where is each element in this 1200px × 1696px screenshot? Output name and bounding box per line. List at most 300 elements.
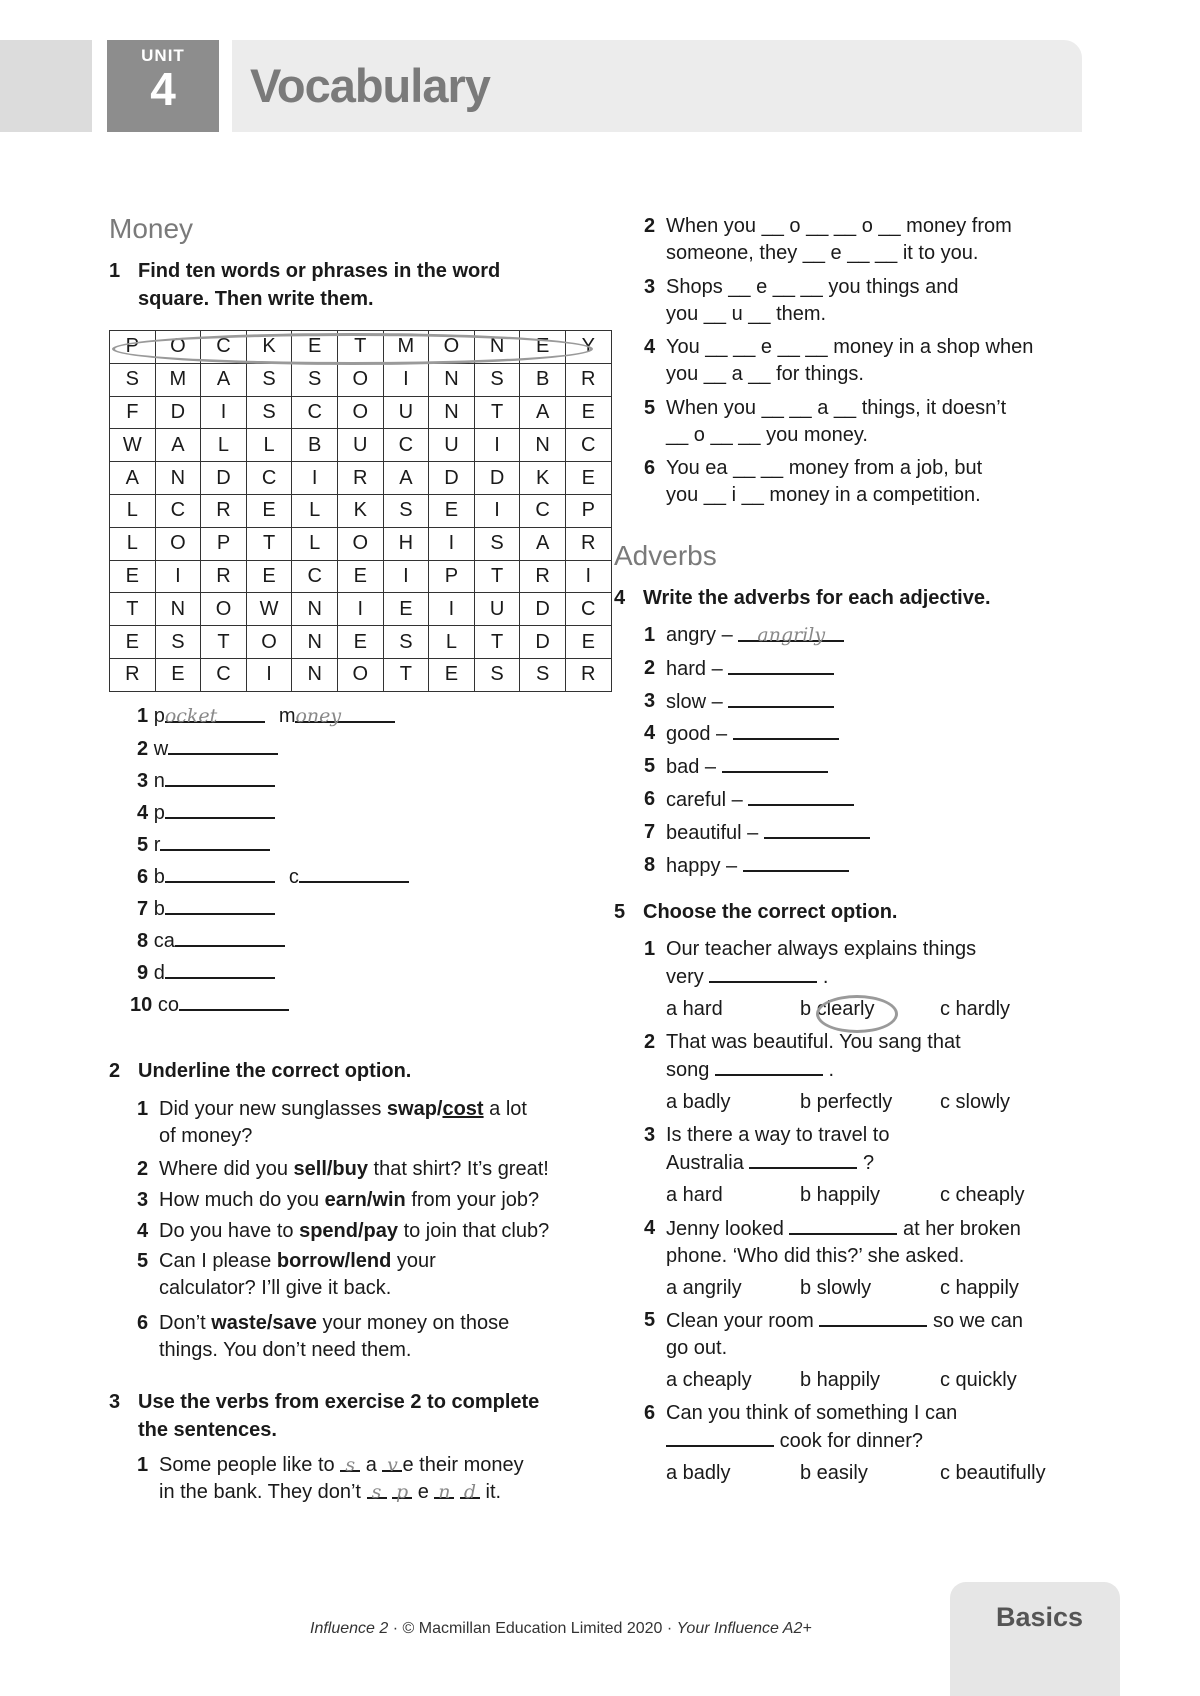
grid-cell: I — [565, 560, 611, 593]
grid-cell: D — [520, 626, 566, 659]
question-text: Our teacher always explains things — [666, 938, 977, 960]
answer-prefix: m — [278, 705, 296, 727]
footer-level: Your Influence A2+ — [676, 1620, 812, 1637]
grid-cell: L — [292, 494, 338, 527]
sentence-text: someone, they __ e __ __ it to you. — [666, 242, 979, 264]
item-number: 1 — [137, 1454, 149, 1476]
grid-cell: E — [337, 560, 383, 593]
item-number: 4 — [137, 802, 149, 824]
sentence-text: Did your new sunglasses — [159, 1098, 387, 1120]
circled-answer-clearly — [816, 995, 898, 1033]
answer-blank[interactable] — [179, 991, 289, 1011]
exercise-instruction — [138, 257, 500, 313]
grid-cell: E — [292, 331, 338, 364]
grid-cell: E — [565, 626, 611, 659]
grid-cell: C — [155, 494, 201, 527]
grid-cell: C — [292, 560, 338, 593]
grid-cell: I — [201, 396, 247, 429]
basics-tab-label: Basics — [996, 1602, 1084, 1632]
grid-cell: L — [201, 429, 247, 462]
answer-blank[interactable] — [715, 1056, 823, 1076]
grid-cell: I — [429, 527, 475, 560]
question-text: Can you think of something I can — [666, 1402, 958, 1424]
question-text: Clean your room — [666, 1310, 814, 1332]
adjective: slow – — [666, 690, 723, 713]
given-letter: e — [417, 1481, 429, 1503]
grid-cell: I — [429, 593, 475, 626]
answer-blank[interactable] — [748, 786, 854, 806]
grid-cell: S — [383, 494, 429, 527]
handwritten-letter: s — [340, 1452, 360, 1472]
adjective: careful – — [666, 789, 743, 811]
sentence-text: Some people like to — [159, 1454, 335, 1476]
grid-cell: T — [474, 626, 520, 659]
option-c[interactable]: c slowly — [940, 1091, 1011, 1113]
grid-cell: R — [337, 462, 383, 495]
grid-cell: E — [110, 560, 156, 593]
sentence-text: How much do you — [159, 1189, 325, 1211]
grid-row — [110, 363, 612, 396]
answer-blank[interactable] — [165, 959, 275, 979]
grid-cell: D — [474, 462, 520, 495]
answer-prefix: r — [153, 834, 161, 856]
question-text: Is there a way to travel to — [666, 1124, 890, 1146]
grid-cell: R — [110, 658, 156, 691]
grid-cell: P — [565, 494, 611, 527]
option-c[interactable]: c happily — [940, 1277, 1019, 1299]
grid-cell: C — [292, 396, 338, 429]
adjective: bad – — [666, 756, 717, 779]
answer-line — [137, 863, 409, 891]
answer-blank[interactable] — [165, 863, 275, 883]
option-a[interactable]: a badly — [666, 1091, 731, 1113]
grid-cell: A — [155, 429, 201, 462]
grid-cell: O — [337, 363, 383, 396]
sentence-text: a lot — [483, 1098, 527, 1120]
answer-blank[interactable] — [666, 1427, 774, 1447]
grid-cell: B — [520, 363, 566, 396]
question-text: phone. ‘Who did this?’ she asked. — [666, 1245, 965, 1267]
answer-blank[interactable] — [165, 799, 275, 819]
sentence-text: When you __ __ a __ things, it doesn’t — [666, 397, 1007, 419]
grid-cell: I — [155, 560, 201, 593]
question-text: so we can — [932, 1310, 1024, 1332]
answer-line — [137, 767, 275, 795]
item-number: 8 — [137, 930, 149, 952]
question-text: very — [666, 966, 704, 988]
grid-cell: S — [246, 363, 292, 396]
grid-cell: O — [155, 527, 201, 560]
page-title: Vocabulary — [250, 59, 490, 112]
answer-prefix: c — [288, 866, 299, 888]
grid-cell: C — [246, 462, 292, 495]
item-number: 8 — [644, 853, 656, 876]
grid-cell: E — [565, 462, 611, 495]
answer-blank[interactable]: angrily — [738, 622, 844, 642]
grid-cell: I — [246, 658, 292, 691]
footer-copyright: · © Macmillan Education Limited 2020 · — [388, 1620, 677, 1637]
item-number: 1 — [644, 624, 656, 646]
answer-line — [137, 895, 275, 923]
item-number: 5 — [644, 755, 656, 778]
question-text: cook for dinner? — [779, 1430, 923, 1452]
grid-cell: E — [155, 658, 201, 691]
grid-cell: N — [292, 658, 338, 691]
grid-cell: U — [383, 396, 429, 429]
handwritten-letter: p — [392, 1479, 412, 1499]
grid-cell: O — [246, 626, 292, 659]
grid-cell: D — [429, 462, 475, 495]
grid-cell: C — [565, 429, 611, 462]
grid-cell: K — [246, 331, 292, 364]
item-number: 3 — [644, 1124, 656, 1146]
grid-cell: O — [337, 658, 383, 691]
exercise-instruction: Choose the correct option. — [643, 901, 898, 923]
grid-cell: R — [565, 527, 611, 560]
grid-cell: I — [474, 429, 520, 462]
answer-prefix: b — [153, 898, 165, 920]
grid-row — [110, 429, 612, 462]
grid-cell: S — [383, 626, 429, 659]
option-b[interactable]: b slowly — [800, 1277, 872, 1299]
item-number: 6 — [137, 866, 149, 888]
item-number: 6 — [137, 1312, 149, 1334]
grid-cell: I — [383, 363, 429, 396]
grid-cell: R — [565, 363, 611, 396]
unit-badge — [107, 40, 219, 132]
answer-line — [137, 927, 285, 955]
option-pair[interactable]: borrow/lend — [276, 1250, 392, 1272]
answer-line — [137, 799, 275, 827]
item-number: 1 — [137, 1098, 149, 1120]
grid-cell: E — [429, 658, 475, 691]
answer-blank[interactable] — [165, 767, 275, 787]
handwritten-letter: v — [382, 1452, 402, 1472]
sentence-text: Can I please — [159, 1250, 277, 1272]
grid-cell: Y — [565, 331, 611, 364]
grid-cell: C — [565, 593, 611, 626]
option-b[interactable]: b easily — [800, 1462, 868, 1484]
grid-cell: R — [565, 658, 611, 691]
option-c[interactable]: c hardly — [940, 998, 1011, 1020]
grid-cell: R — [520, 560, 566, 593]
sentence-text: You ea __ __ money from a job, but — [666, 457, 983, 479]
item-number: 5 — [644, 1309, 656, 1331]
grid-cell: S — [474, 527, 520, 560]
sentence-text: e their money — [402, 1454, 524, 1476]
option-a[interactable]: a hard — [666, 1184, 723, 1206]
grid-cell: N — [520, 429, 566, 462]
sentence-text: from your job? — [405, 1189, 540, 1211]
question-text: Australia — [666, 1152, 744, 1174]
grid-cell: E — [110, 626, 156, 659]
grid-cell: S — [110, 363, 156, 396]
sentence-text: Do you have to — [159, 1220, 300, 1242]
grid-cell: L — [292, 527, 338, 560]
unit-number: 4 — [150, 63, 176, 115]
answer-blank[interactable] — [160, 831, 270, 851]
grid-cell: U — [474, 593, 520, 626]
adjective: beautiful – — [666, 821, 759, 844]
item-number: 2 — [644, 656, 656, 679]
grid-cell: S — [474, 363, 520, 396]
grid-cell: U — [429, 429, 475, 462]
section-title-adverbs: Adverbs — [614, 540, 717, 571]
answer-blank[interactable] — [728, 655, 834, 675]
given-letter: a — [365, 1454, 377, 1476]
item-number: 2 — [137, 1158, 149, 1180]
exercise-instruction — [138, 1388, 539, 1444]
grid-cell: K — [520, 462, 566, 495]
grid-cell: S — [246, 396, 292, 429]
answer-blank[interactable] — [168, 735, 278, 755]
grid-cell: E — [246, 560, 292, 593]
handwritten-letter: n — [434, 1479, 454, 1499]
option-pair[interactable]: earn/win — [324, 1189, 406, 1211]
item-number: 2 — [644, 1031, 656, 1053]
grid-cell: O — [429, 331, 475, 364]
item-number: 10 — [130, 994, 153, 1016]
answer-blank[interactable] — [789, 1215, 897, 1235]
sentence-text: you __ a __ for things. — [666, 363, 864, 385]
exercise-number: 5 — [614, 901, 626, 923]
grid-cell: N — [292, 593, 338, 626]
grid-cell: N — [292, 626, 338, 659]
grid-cell: I — [292, 462, 338, 495]
instruction-line-2: the sentences. — [138, 1419, 277, 1441]
item-number: 5 — [137, 834, 149, 856]
question-text: go out. — [666, 1337, 728, 1359]
option-b[interactable]: b happily — [800, 1184, 881, 1206]
sentence-text: your — [391, 1250, 436, 1272]
question-text: at her broken — [903, 1218, 1021, 1240]
footer-credit — [310, 1620, 812, 1638]
sentence-text: things. You don’t need them. — [159, 1339, 412, 1361]
grid-cell: C — [201, 658, 247, 691]
sentence-text: to join that club? — [398, 1220, 550, 1242]
grid-cell: A — [201, 363, 247, 396]
answer-blank[interactable] — [299, 863, 409, 883]
option-a[interactable]: a badly — [666, 1462, 731, 1484]
handwritten-letter: s — [367, 1479, 387, 1499]
answer-line — [137, 959, 275, 987]
grid-cell: S — [292, 363, 338, 396]
sentence-text: you __ i __ money in a competition. — [666, 484, 981, 506]
underlined-answer[interactable]: cost — [442, 1098, 484, 1120]
instruction-line-1: Use the verbs from exercise 2 to complete — [138, 1391, 540, 1413]
grid-cell: K — [337, 494, 383, 527]
sentence-text: You __ __ e __ __ money in a shop when — [666, 336, 1034, 358]
sentence-text: of money? — [159, 1125, 253, 1147]
option-b[interactable]: b clearly — [800, 998, 875, 1020]
grid-row — [110, 560, 612, 593]
grid-cell: O — [337, 396, 383, 429]
exercise-instruction: Write the adverbs for each adjective. — [643, 587, 991, 609]
section-title-money: Money — [109, 213, 194, 244]
option-b[interactable]: b perfectly — [800, 1091, 893, 1113]
grid-row — [110, 658, 612, 691]
header-decor-block — [0, 40, 92, 132]
answer-blank[interactable] — [728, 688, 834, 708]
adjective: happy – — [666, 854, 738, 877]
instruction-line-2: square. Then write them. — [138, 288, 374, 310]
grid-cell: U — [337, 429, 383, 462]
sentence-text: your money on those — [316, 1312, 510, 1334]
grid-cell: L — [110, 527, 156, 560]
answer-blank[interactable] — [764, 819, 870, 839]
adjective: hard – — [666, 657, 723, 680]
item-number: 4 — [644, 336, 656, 358]
item-number: 7 — [644, 820, 656, 843]
item-number: 3 — [644, 689, 656, 712]
grid-cell: O — [337, 527, 383, 560]
grid-cell: N — [155, 462, 201, 495]
sentence-text: it. — [485, 1481, 502, 1503]
grid-cell: O — [201, 593, 247, 626]
option-pair[interactable]: sell/buy — [293, 1158, 368, 1180]
option-pair[interactable]: spend/pay — [299, 1220, 399, 1242]
grid-cell: E — [383, 593, 429, 626]
grid-cell: S — [474, 658, 520, 691]
grid-cell: A — [520, 396, 566, 429]
answer-blank[interactable] — [749, 1149, 857, 1169]
grid-cell: D — [520, 593, 566, 626]
item-number: 4 — [137, 1220, 149, 1242]
grid-row — [110, 396, 612, 429]
answer-line — [137, 703, 395, 730]
grid-cell: D — [201, 462, 247, 495]
grid-row — [110, 462, 612, 495]
grid-row — [110, 626, 612, 659]
option-pair[interactable]: swap/ — [386, 1098, 443, 1120]
unit-label: UNIT — [141, 46, 185, 65]
question-text: . — [822, 966, 829, 988]
grid-cell: P — [110, 331, 156, 364]
sentence-text: Where did you — [159, 1158, 294, 1180]
grid-cell: E — [246, 494, 292, 527]
sentence-text: calculator? I’ll give it back. — [159, 1277, 392, 1299]
grid-cell: T — [474, 396, 520, 429]
grid-cell: I — [474, 494, 520, 527]
answer-blank[interactable] — [743, 852, 849, 872]
grid-row — [110, 527, 612, 560]
grid-cell: C — [201, 331, 247, 364]
grid-cell: S — [155, 626, 201, 659]
option-c[interactable]: c cheaply — [940, 1184, 1025, 1206]
grid-cell: R — [201, 560, 247, 593]
question-text: song — [666, 1059, 710, 1081]
answer-line — [130, 991, 289, 1019]
question-text: That was beautiful. You sang that — [666, 1031, 961, 1053]
grid-cell: A — [520, 527, 566, 560]
basics-tab — [950, 1582, 1120, 1696]
grid-cell: L — [429, 626, 475, 659]
grid-cell: T — [474, 560, 520, 593]
answer-blank[interactable] — [819, 1307, 927, 1327]
item-number: 9 — [137, 962, 149, 984]
sentence-text: that shirt? It’s great! — [368, 1158, 549, 1180]
item-number: 6 — [644, 1402, 656, 1424]
answer-line — [137, 831, 270, 859]
grid-cell: L — [110, 494, 156, 527]
grid-cell: S — [520, 658, 566, 691]
answer-blank[interactable] — [709, 963, 817, 983]
grid-cell: N — [474, 331, 520, 364]
question-text: ? — [862, 1152, 875, 1174]
grid-cell: T — [201, 626, 247, 659]
grid-cell: N — [155, 593, 201, 626]
adjective: good – — [666, 723, 728, 746]
item-number: 4 — [644, 1217, 656, 1239]
grid-cell: L — [246, 429, 292, 462]
grid-cell: T — [110, 593, 156, 626]
answer-line — [137, 735, 278, 763]
item-number: 5 — [137, 1250, 149, 1272]
item-number: 7 — [137, 898, 149, 920]
grid-cell: I — [337, 593, 383, 626]
answer-prefix: d — [153, 962, 165, 984]
answer-blank[interactable] — [733, 720, 839, 740]
answer-prefix: p — [153, 802, 165, 824]
option-b[interactable]: b happily — [800, 1369, 881, 1391]
adjective: angry – — [666, 624, 733, 646]
item-number: 5 — [644, 397, 656, 419]
word-square — [109, 330, 612, 692]
answer-blank[interactable] — [722, 753, 828, 773]
footer-book: Influence 2 — [310, 1620, 389, 1637]
sentence-text: you __ u __ them. — [666, 303, 827, 325]
exercise-number: 3 — [109, 1391, 121, 1413]
answer-blank[interactable] — [175, 927, 285, 947]
answer-prefix: co — [157, 994, 179, 1016]
grid-cell: T — [246, 527, 292, 560]
sentence-text: Shops __ e __ __ you things and — [666, 276, 959, 298]
grid-cell: E — [337, 626, 383, 659]
option-c[interactable]: c quickly — [940, 1369, 1017, 1391]
grid-cell: C — [520, 494, 566, 527]
sentence-text: When you __ o __ __ o __ money from — [666, 215, 1012, 237]
option-pair[interactable]: waste/save — [211, 1312, 317, 1334]
grid-cell: F — [110, 396, 156, 429]
option-c[interactable]: c beautifully — [940, 1462, 1046, 1484]
exercise-number: 2 — [109, 1060, 121, 1082]
option-a[interactable]: a angrily — [666, 1277, 742, 1299]
item-number: 2 — [644, 215, 656, 237]
question-text: . — [828, 1059, 835, 1081]
answer-blank[interactable]: ocket — [165, 703, 265, 723]
answer-blank[interactable]: oney — [295, 703, 395, 723]
option-a[interactable]: a hard — [666, 998, 723, 1020]
grid-cell: B — [292, 429, 338, 462]
answer-blank[interactable] — [165, 895, 275, 915]
grid-cell: M — [383, 331, 429, 364]
item-number: 1 — [644, 938, 656, 960]
item-number: 6 — [644, 788, 656, 810]
grid-cell: C — [383, 429, 429, 462]
answer-prefix: w — [153, 738, 169, 760]
grid-cell: R — [201, 494, 247, 527]
sentence-text: Don’t — [159, 1312, 212, 1334]
grid-cell: W — [110, 429, 156, 462]
handwritten-letter: d — [460, 1479, 480, 1499]
grid-cell: N — [429, 396, 475, 429]
option-a[interactable]: a cheaply — [666, 1369, 752, 1391]
grid-cell: I — [383, 560, 429, 593]
answer-prefix: p — [153, 705, 165, 727]
grid-cell: H — [383, 527, 429, 560]
exercise-number: 4 — [614, 587, 626, 609]
instruction-line-1: Find ten words or phrases in the word — [138, 260, 501, 282]
